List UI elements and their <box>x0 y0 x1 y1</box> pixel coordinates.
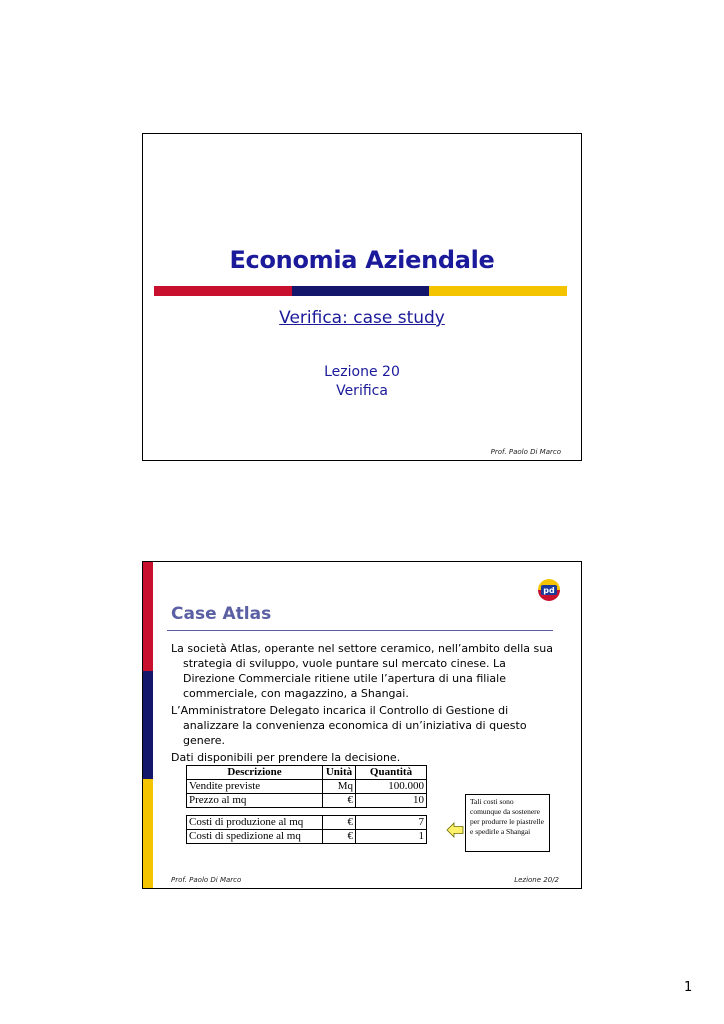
side-stripe <box>143 562 153 888</box>
table-cell: € <box>323 830 356 844</box>
slide-number-footer: Lezione 20/2 <box>514 876 559 884</box>
paragraph: L’Amministratore Delegato incarica il Controllo di Gestione di analizzare la convenienza economica di un’iniziativa di questo genere. <box>171 704 527 747</box>
pd-logo-icon <box>535 576 563 604</box>
slide-title: Economia Aziendale <box>229 246 495 274</box>
title-divider <box>167 630 553 631</box>
stripe-red-segment <box>143 562 153 671</box>
author-footer: Prof. Paolo Di Marco <box>490 448 561 456</box>
header-cell: Quantità <box>356 766 427 780</box>
paragraph: Dati disponibili per prendere la decisione. <box>171 751 401 764</box>
table-row <box>187 794 427 808</box>
spacer-cell <box>356 808 427 816</box>
table-row <box>187 816 427 830</box>
table-row <box>187 830 427 844</box>
slide-subtitle: Verifica: case study <box>279 308 445 328</box>
table-cell: € <box>323 794 356 808</box>
case-slide <box>142 561 582 889</box>
header-cell: Descrizione <box>187 766 323 780</box>
table-cell: Costi di spedizione al mq <box>187 830 323 844</box>
table-cell: 7 <box>356 816 427 830</box>
cost-note: Tali costi sono comunque da sostenere per produrre le piastrelle e spedirle a Shangai <box>465 794 550 852</box>
stripe-yellow-segment <box>143 779 153 888</box>
bar-yellow-segment <box>429 286 567 296</box>
data-table <box>186 765 427 844</box>
logo-text: pd <box>543 586 555 595</box>
table-cell: 1 <box>356 830 427 844</box>
table-cell: 10 <box>356 794 427 808</box>
author-footer: Prof. Paolo Di Marco <box>171 876 242 884</box>
table-spacer <box>187 808 427 816</box>
table-cell: Mq <box>323 780 356 794</box>
paragraph: La società Atlas, operante nel settore ceramico, nell’ambito della sua strategia di sviluppo, vuole puntare sul mercato cinese. La Direzione Commerciale ritiene utile l’apertura di una filiale commerciale, con magazzino, a Shangai. <box>171 642 553 700</box>
table-cell: € <box>323 816 356 830</box>
bar-red-segment <box>154 286 292 296</box>
table-row <box>187 780 427 794</box>
left-arrow-icon <box>446 821 464 839</box>
lesson-topic: Verifica <box>336 383 388 399</box>
header-cell: Unità <box>323 766 356 780</box>
spacer-cell <box>323 808 356 816</box>
case-description <box>171 641 561 767</box>
table-header-row <box>187 766 427 780</box>
table-cell: Vendite previste <box>187 780 323 794</box>
title-slide <box>142 133 582 461</box>
lesson-number: Lezione 20 <box>324 364 400 380</box>
tricolor-bar <box>154 286 567 296</box>
table-cell: 100.000 <box>356 780 427 794</box>
bar-navy-segment <box>292 286 430 296</box>
table-cell: Costi di produzione al mq <box>187 816 323 830</box>
slide-title: Case Atlas <box>171 604 272 624</box>
spacer-cell <box>187 808 323 816</box>
page-number: 1 <box>684 980 693 995</box>
lesson-info <box>143 363 581 401</box>
table-cell: Prezzo al mq <box>187 794 323 808</box>
stripe-navy-segment <box>143 671 153 780</box>
